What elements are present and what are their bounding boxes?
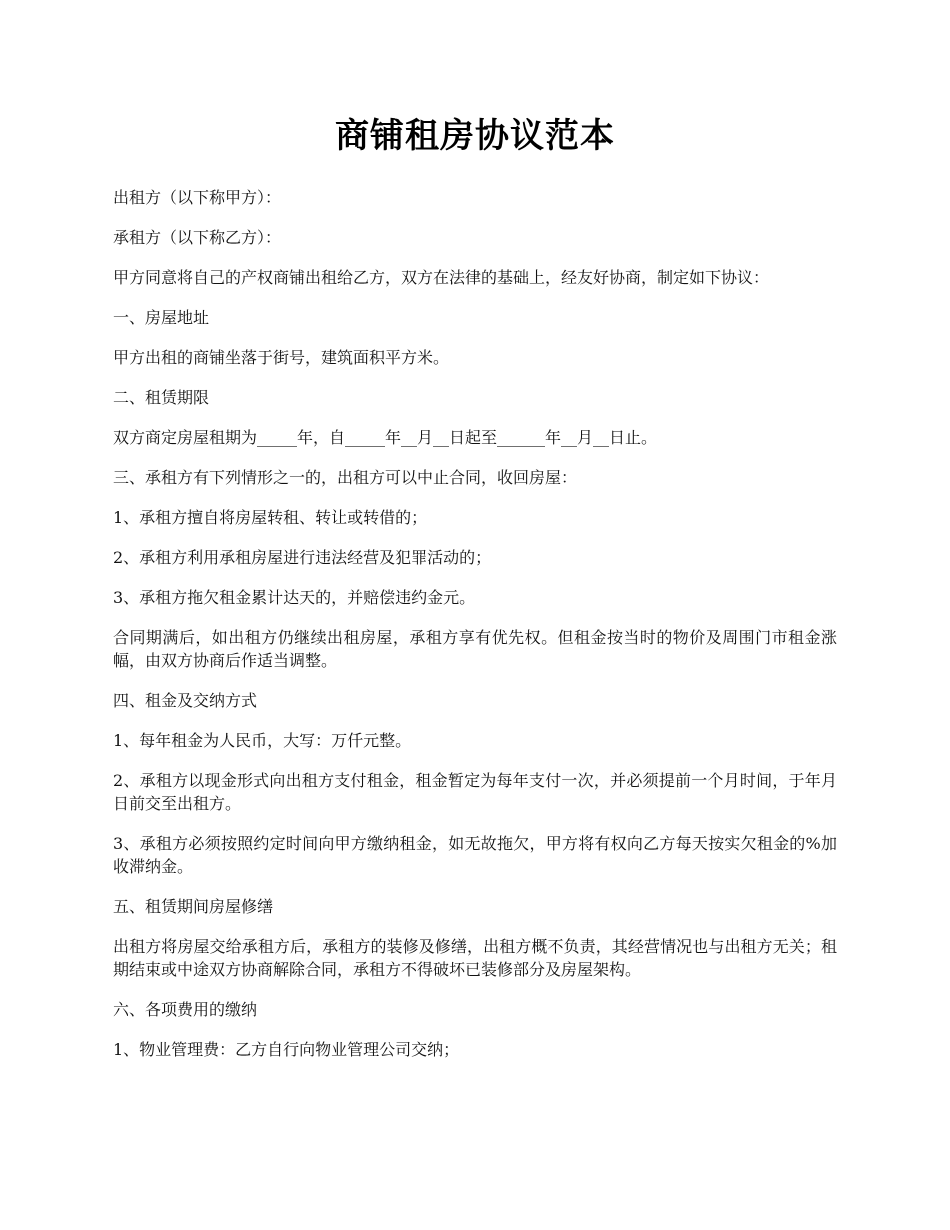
rent-item-3: 3、承租方必须按照约定时间向甲方缴纳租金，如无故拖欠，甲方将有权向乙方每天按实欠租金的%加收滞纳金。 bbox=[113, 834, 837, 876]
lessor-line: 出租方（以下称甲方）： bbox=[113, 188, 282, 207]
renewal-paragraph: 合同期满后，如出租方仍继续出租房屋，承租方享有优先权。但租金按当时的物价及周围门市租金涨幅，由双方协商后作适当调整。 bbox=[113, 628, 837, 670]
termination-item-3: 3、承租方拖欠租金累计达天的，并赔偿违约金元。 bbox=[113, 588, 476, 607]
lessee-line: 承租方（以下称乙方）： bbox=[113, 228, 282, 247]
section-heading-lease-term: 二、租赁期限 bbox=[113, 388, 210, 407]
lease-term-paragraph: 双方商定房屋租期为_____年，自_____年__月__日起至______年__月__日止。 bbox=[113, 428, 658, 447]
section-heading-termination: 三、承租方有下列情形之一的，出租方可以中止合同，收回房屋： bbox=[113, 468, 578, 487]
rent-item-1: 1、每年租金为人民币，大写：万仟元整。 bbox=[113, 731, 412, 750]
fees-item-1: 1、物业管理费：乙方自行向物业管理公司交纳； bbox=[113, 1040, 460, 1059]
section-heading-fees: 六、各项费用的缴纳 bbox=[113, 1000, 258, 1019]
rent-item-2: 2、承租方以现金形式向出租方支付租金，租金暂定为每年支付一次，并必须提前一个月时间，于年月日前交至出租方。 bbox=[113, 771, 837, 813]
preamble-paragraph: 甲方同意将自己的产权商铺出租给乙方，双方在法律的基础上，经友好协商，制定如下协议： bbox=[113, 268, 770, 287]
address-paragraph: 甲方出租的商铺坐落于街号，建筑面积平方米。 bbox=[113, 348, 450, 367]
termination-item-2: 2、承租方利用承租房屋进行违法经营及犯罪活动的； bbox=[113, 548, 492, 567]
document-title: 商铺租房协议范本 bbox=[335, 116, 615, 156]
repairs-paragraph: 出租方将房屋交给承租方后，承租方的装修及修缮，出租方概不负责，其经营情况也与出租方无关；租期结束或中途双方协商解除合同，承租方不得破坏已装修部分及房屋架构。 bbox=[113, 937, 837, 979]
section-heading-repairs: 五、租赁期间房屋修缮 bbox=[113, 897, 274, 916]
section-heading-address: 一、房屋地址 bbox=[113, 308, 210, 327]
section-heading-rent: 四、租金及交纳方式 bbox=[113, 691, 258, 710]
termination-item-1: 1、承租方擅自将房屋转租、转让或转借的； bbox=[113, 508, 428, 527]
